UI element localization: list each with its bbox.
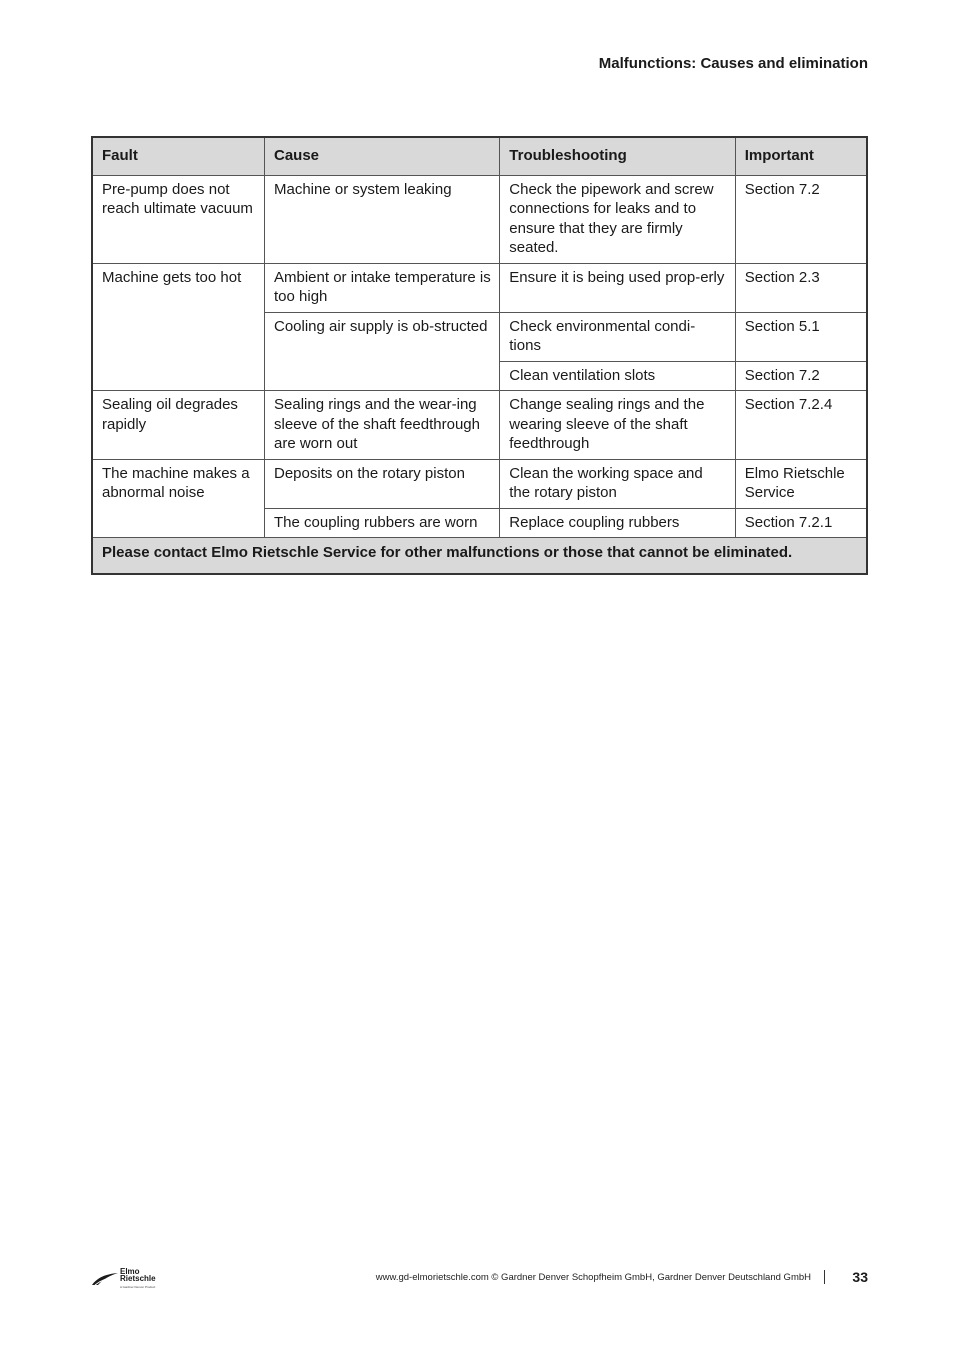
column-header-troubleshooting: Troubleshooting <box>500 137 735 175</box>
cause-cell: Ambient or intake temperature is too high <box>265 263 500 312</box>
important-cell: Section 7.2.1 <box>735 508 867 538</box>
important-cell: Section 2.3 <box>735 263 867 312</box>
table-header-row <box>92 137 867 175</box>
page-header-title: Malfunctions: Causes and elimination <box>598 55 868 72</box>
fault-cell: Machine gets too hot <box>92 263 265 391</box>
troubleshooting-cell: Clean ventilation slots <box>500 361 735 391</box>
contact-service-note: Please contact Elmo Rietschle Service for other malfunctions or those that cannot be eliminated. <box>92 538 867 574</box>
important-cell: Section 5.1 <box>735 312 867 361</box>
copyright-text: © Gardner Denver Schopfheim GmbH, Gardner Denver Deutschland GmbH <box>491 1272 811 1283</box>
page-footer <box>0 1262 954 1292</box>
important-cell: Section 7.2 <box>735 175 867 263</box>
column-header-fault: Fault <box>92 137 265 175</box>
malfunctions-table <box>91 136 868 575</box>
logo-line-2: Rietschle <box>120 1274 156 1283</box>
elmo-rietschle-logo <box>91 1268 171 1290</box>
troubleshooting-cell: Ensure it is being used prop-erly <box>500 263 735 312</box>
fault-cell: Pre-pump does not reach ultimate vacuum <box>92 175 265 263</box>
column-header-cause: Cause <box>265 137 500 175</box>
cause-cell: Sealing rings and the wear-ing sleeve of the shaft feedthrough are worn out <box>265 391 500 460</box>
cause-cell: Cooling air supply is ob-structed <box>265 312 500 391</box>
table-row <box>92 263 867 312</box>
troubleshooting-cell: Replace coupling rubbers <box>500 508 735 538</box>
logo-subtext: A Gardner Denver Product <box>120 1285 156 1289</box>
fault-cell: Sealing oil degrades rapidly <box>92 391 265 460</box>
logo-swoosh-icon <box>91 1272 119 1286</box>
troubleshooting-cell: Check the pipework and screw connections for leaks and to ensure that they are firmly seated. <box>500 175 735 263</box>
logo-line-1: Elmo <box>120 1267 140 1276</box>
website-link[interactable]: www.gd-elmorietschle.com <box>375 1272 489 1283</box>
column-header-important: Important <box>735 137 867 175</box>
footer-divider <box>824 1270 825 1284</box>
troubleshooting-cell: Clean the working space and the rotary piston <box>500 459 735 508</box>
important-cell: Section 7.2 <box>735 361 867 391</box>
cause-cell: Deposits on the rotary piston <box>265 459 500 508</box>
important-cell: Section 7.2.4 <box>735 391 867 460</box>
troubleshooting-cell: Change sealing rings and the wearing sleeve of the shaft feedthrough <box>500 391 735 460</box>
important-cell: Elmo Rietschle Service <box>735 459 867 508</box>
fault-cell: The machine makes a abnormal noise <box>92 459 265 538</box>
cause-cell: Machine or system leaking <box>265 175 500 263</box>
troubleshooting-cell: Check environmental condi-tions <box>500 312 735 361</box>
page-number: 33 <box>852 1269 868 1285</box>
footer-credit <box>376 1272 811 1283</box>
table-row <box>92 459 867 508</box>
table-footer-row <box>92 538 867 574</box>
table-row <box>92 391 867 460</box>
table-row <box>92 175 867 263</box>
logo-wordmark <box>120 1268 156 1282</box>
cause-cell: The coupling rubbers are worn <box>265 508 500 538</box>
